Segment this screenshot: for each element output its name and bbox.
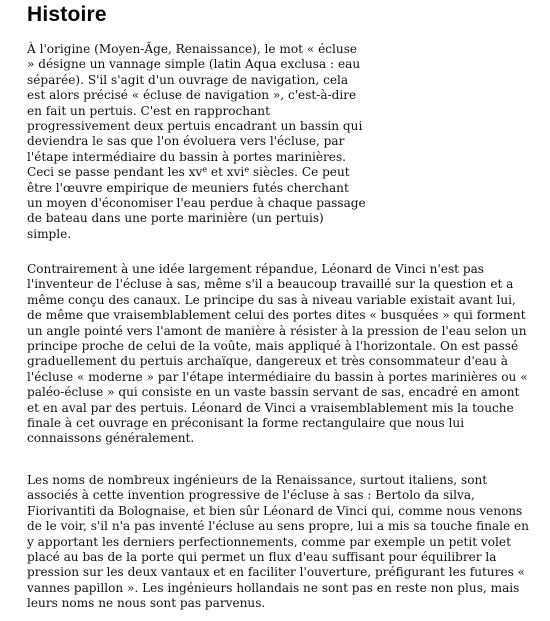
paragraph-origin-text-3: siècles. Ce peut être l'œuvre empirique de meuniers futés cherchant un moyen d'économiser l'eau perdue à chaque passage de bateau dans une porte marinière (un pertuis) simple.	[27, 165, 366, 241]
century-superscript-1: e	[202, 165, 208, 175]
paragraph-origin-text-1: À l'origine (Moyen-Âge, Renaissance), le mot « écluse » désigne un vannage simple (latin Aqua exclusa : eau séparée). S'il s'agit d'un ouvrage de navigation, cela est alors précisé « écluse de navigation », c'est-à-dire en fait un pertuis. C'est en rapprochant progressivement deux pertuis encadrant un bassin qui deviendra le sas que l'on évoluera vers l'écluse, par l'étape intermédiaire du bassin à portes marinières. Ceci se passe pendant les xv	[27, 42, 363, 180]
paragraph-origin	[27, 42, 367, 242]
paragraph-origin-text-2: et xvi	[207, 165, 245, 180]
paragraph-engineers: Les noms de nombreux ingénieurs de la Renaissance, surtout italiens, sont associés à cette invention progressive de l'écluse à sas : Bertolo da silva, Fiorivantiti da Bolognaise, et bien sûr Léonard de Vinci qui, comme nous venons de le voir, s'il n'a pas inventé l'écluse au sens propre, lui a mis sa touche finale en y apportant les derniers perfectionnements, comme par exemple un petit volet placé au bas de la porte qui permet un flux d'eau suffisant pour équilibrer la pression sur les deux vantaux et en faciliter l'ouverture, préfigurant les futures « vannes papillon ». Les ingénieurs hollandais ne sont pas en reste non plus, mais leurs noms ne nous sont pas parvenus.	[27, 473, 529, 611]
section-heading: Histoire	[27, 3, 107, 26]
paragraph-leonardo: Contrairement à une idée largement répandue, Léonard de Vinci n'est pas l'inventeur de l'écluse à sas, même s'il a beaucoup travaillé sur la question et a même conçu des canaux. Le principe du sas à niveau variable existait avant lui, de même que vraisemblablement celui des portes dites « busquées » qui forment un angle pointé vers l'amont de manière à résister à la pression de l'eau selon un principe proche de celui de la voûte, mais appliqué à l'horizontale. On est passé graduellement du pertuis archaïque, dangereux et très consommateur d'eau à l'écluse « moderne » par l'étape intermédiaire du bassin à portes marinières ou « paléo-écluse » qui consiste en un vaste bassin servant de sas, encadré en amont et en aval par des pertuis. Léonard de Vinci a vraisemblablement mis la touche finale à cet ouvrage en préconisant la forme rectangulaire que nous lui connaissons généralement.	[27, 262, 528, 446]
century-superscript-2: e	[244, 165, 250, 175]
